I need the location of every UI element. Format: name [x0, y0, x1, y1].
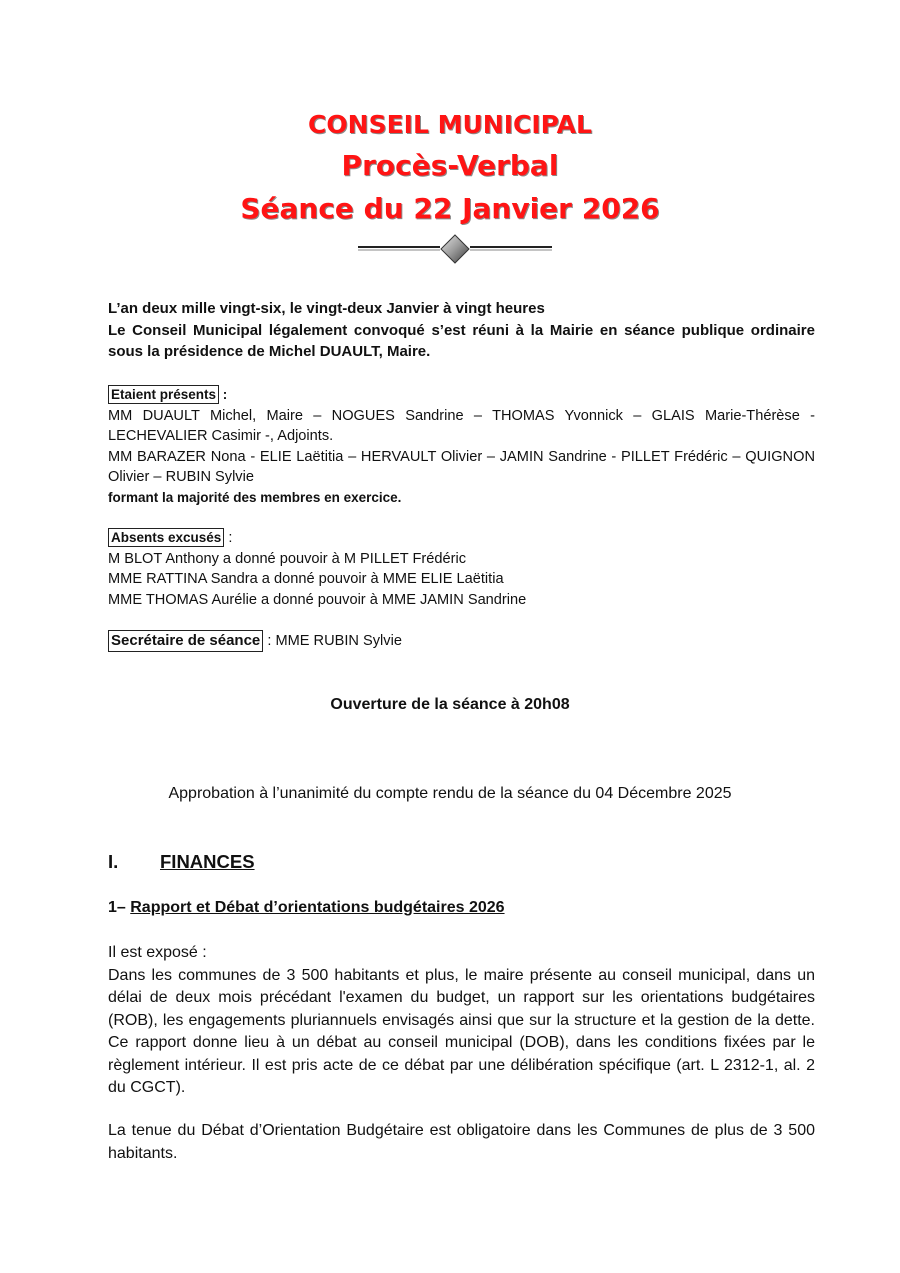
- presents-label: Etaient présents: [108, 385, 219, 404]
- presents-section: [108, 385, 815, 508]
- diamond-divider-icon: [356, 233, 554, 265]
- document-title: [0, 105, 900, 231]
- list-item: MME THOMAS Aurélie a donné pouvoir à MME JAMIN Sandrine: [108, 591, 527, 608]
- intro-convocation: Le Conseil Municipal légalement convoqué s’est réuni à la Mairie en séance publique ordinaire sous la présidence de Michel DUAULT, Maire.: [108, 321, 815, 360]
- subsection-title: Rapport et Débat d’orientations budgétaires 2026: [130, 899, 505, 916]
- expose-section: [108, 942, 815, 1100]
- section-heading-finances: [108, 851, 255, 873]
- absents-section: [108, 528, 815, 610]
- ouverture-seance: Ouverture de la séance à 20h08: [330, 696, 570, 713]
- expose-intro: Il est exposé :: [108, 944, 207, 961]
- secretaire-section: [108, 630, 815, 652]
- intro-paragraph: [108, 298, 815, 363]
- secretaire-value: : MME RUBIN Sylvie: [263, 633, 402, 649]
- subsection-number: 1–: [108, 899, 131, 916]
- tenue-text: La tenue du Débat d’Orientation Budgétaire est obligatoire dans les Communes de plus de 3 500 habitants.: [108, 1122, 815, 1162]
- presents-majority: formant la majorité des membres en exercice.: [108, 489, 402, 505]
- expose-paragraph: Dans les communes de 3 500 habitants et plus, le maire présente au conseil municipal, dans un délai de deux mois précédant l'examen du budget, un rapport sur les orientations budgétaires (ROB), les engagements pluriannuels envisagés ainsi que sur la structure et la gestion de la dette. Ce rapport donne lieu à un débat au conseil municipal (DOB), dans les conditions fixées par le règlement intérieur. Il est pris acte de ce débat par une délibération spécifique (art. L 2312-1, al. 2 du CGCT).: [108, 966, 815, 1096]
- title-conseil-municipal: CONSEIL MUNICIPAL: [308, 110, 592, 139]
- secretaire-label: Secrétaire de séance: [108, 630, 263, 652]
- subsection-heading-dob: [108, 899, 505, 917]
- intro-date-line: L’an deux mille vingt-six, le vingt-deux Janvier à vingt heures: [108, 300, 545, 317]
- title-proces-verbal: Procès-Verbal: [341, 149, 559, 182]
- list-item: MME RATTINA Sandra a donné pouvoir à MME ELIE Laëtitia: [108, 571, 504, 587]
- tenue-paragraph: [108, 1120, 815, 1165]
- presents-colon: :: [219, 387, 228, 402]
- absents-label: Absents excusés: [108, 528, 224, 547]
- presents-adjoints: MM DUAULT Michel, Maire – NOGUES Sandrine – THOMAS Yvonnick – GLAIS Marie-Thérèse - LECHEVALIER Casimir -, Adjoints.: [108, 407, 815, 444]
- presents-conseillers: MM BARAZER Nona - ELIE Laëtitia – HERVAULT Olivier – JAMIN Sandrine - PILLET Frédéric – QUIGNON Olivier – RUBIN Sylvie: [108, 448, 815, 485]
- absents-colon: :: [224, 530, 233, 546]
- list-item: M BLOT Anthony a donné pouvoir à M PILLET Frédéric: [108, 550, 467, 567]
- title-seance-date: Séance du 22 Janvier 2026: [240, 192, 660, 225]
- section-title: FINANCES: [160, 851, 255, 872]
- approbation-compte-rendu: Approbation à l’unanimité du compte rendu de la séance du 04 Décembre 2025: [168, 785, 732, 802]
- section-number: I.: [108, 851, 119, 872]
